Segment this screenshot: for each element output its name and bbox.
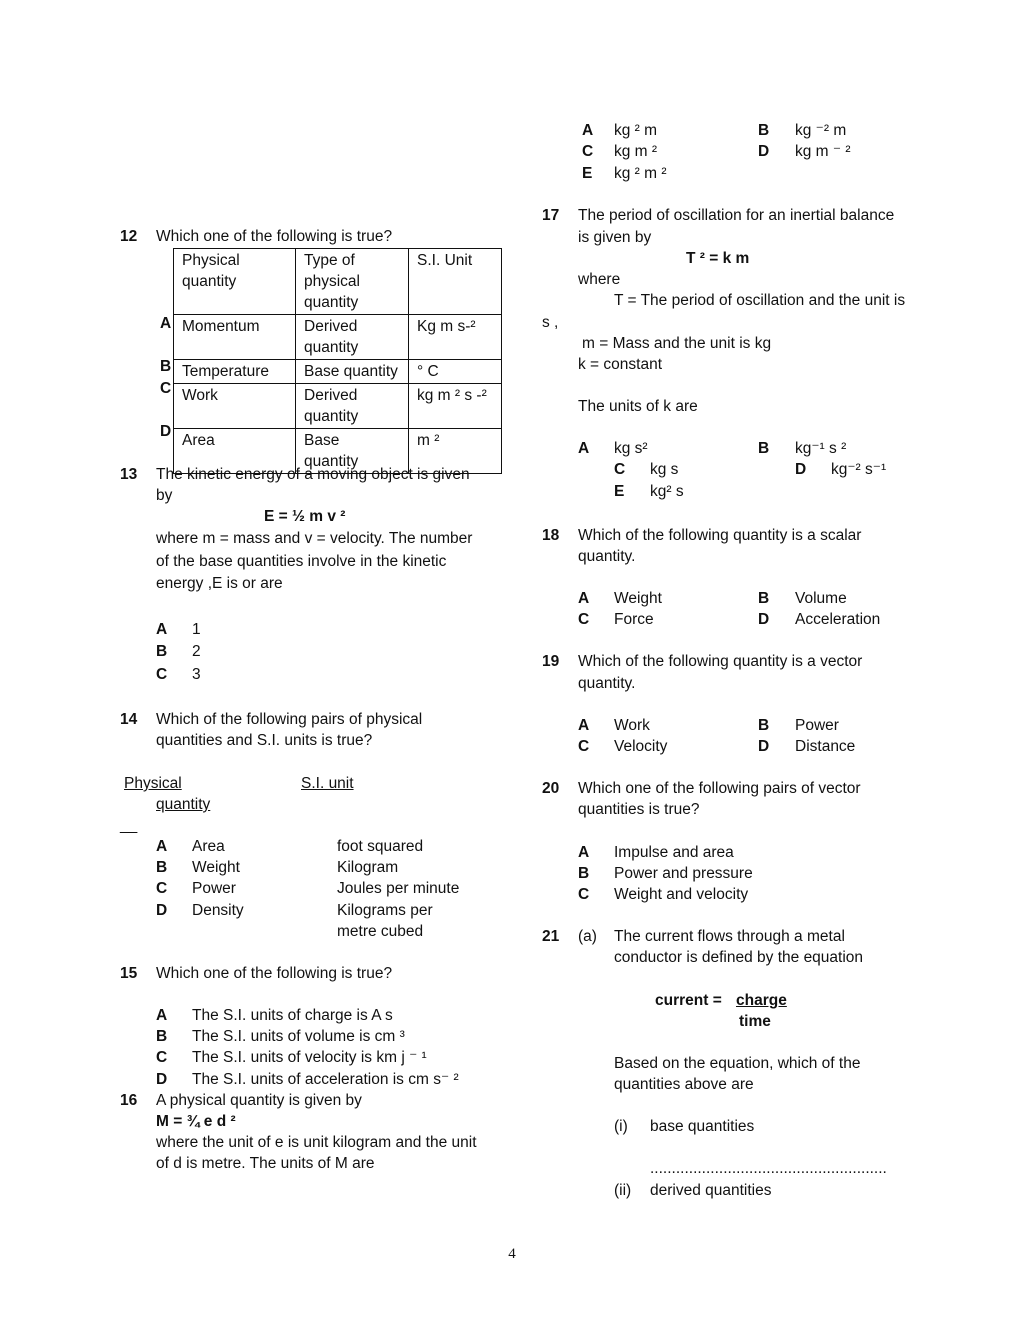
q19-option-c: Velocity — [614, 738, 668, 755]
q12-row-a-type-text: Derived quantity — [304, 318, 359, 356]
q13-number: 13 — [120, 466, 138, 483]
q18-line2: quantity. — [578, 548, 636, 565]
q16-option-d-text: kg m ⁻ ² — [795, 143, 851, 160]
q16-equation: M = ¾ e d ² — [156, 1113, 236, 1130]
q12-header-quantity-text: Physical quantity — [182, 252, 240, 290]
q16-option-e-text: kg ² m ² — [614, 165, 667, 182]
q17-k-definition: k = constant — [578, 356, 663, 373]
q12-header-row — [174, 249, 502, 315]
q12-row-c-type-text: Derived quantity — [304, 387, 359, 425]
q21-number: 21 — [542, 928, 560, 945]
q17-units-question: The units of k are — [578, 398, 698, 415]
q20-option-a-text: Impulse and area — [614, 844, 734, 861]
page-number: 4 — [508, 1246, 516, 1262]
q15-option-c-letter: C — [156, 1049, 168, 1066]
q18-number: 18 — [542, 527, 560, 544]
q21-line4: quantities above are — [614, 1076, 754, 1093]
q17-option-d-text: kg⁻² s⁻¹ — [831, 461, 887, 478]
q12-row-a — [174, 315, 502, 360]
q12-row-c-unit: kg m ² s -² — [409, 384, 502, 429]
q15-option-b-letter: B — [156, 1028, 168, 1045]
q14-option-c-unit: Joules per minute — [337, 880, 460, 897]
q16-option-a-letter: A — [582, 122, 594, 139]
q15-option-c-text: The S.I. units of velocity is km j ⁻ ¹ — [192, 1049, 427, 1066]
q16-option-a-text: kg ² m — [614, 122, 658, 139]
q14-option-a-unit: foot squared — [337, 838, 424, 855]
q13-option-c-letter: C — [156, 666, 168, 683]
q14-option-a-letter: A — [156, 838, 168, 855]
q12-header-quantity — [174, 249, 296, 315]
q16-option-e-letter: E — [582, 165, 593, 182]
q14-option-c-quantity: Power — [192, 880, 236, 897]
q13-equation: E = ½ m v ² — [264, 508, 346, 525]
q13-line4: of the base quantities involve in the kinetic — [156, 553, 447, 570]
q12-row-d-unit: m ² — [409, 429, 502, 474]
q17-option-d-letter: D — [795, 461, 807, 478]
q12-row-d-letter: D — [160, 423, 172, 440]
q19-option-b: Power — [795, 717, 839, 734]
q19-option-d-letter: D — [758, 738, 770, 755]
q19-option-b-letter: B — [758, 717, 770, 734]
q15-question: Which one of the following is true? — [156, 965, 393, 982]
q14-header-quantity-a: Physical — [124, 775, 182, 792]
q13-line3: where m = mass and v = velocity. The number — [156, 530, 473, 547]
q18-option-c-letter: C — [578, 611, 590, 628]
q18-option-d: Acceleration — [795, 611, 881, 628]
q17-t-definition-cont: s , — [542, 314, 559, 331]
q21-line1: The current flows through a metal — [614, 928, 845, 945]
q17-option-e-letter: E — [614, 483, 625, 500]
q14-option-d-quantity: Density — [192, 902, 244, 919]
q14-line2: quantities and S.I. units is true? — [156, 732, 373, 749]
q21-part-ii: (ii) — [614, 1182, 632, 1199]
q17-option-b-text: kg⁻¹ s ² — [795, 440, 847, 457]
q12-row-b — [174, 360, 502, 384]
q19-option-a: Work — [614, 717, 650, 734]
q12-row-c-type — [296, 384, 409, 429]
q20-option-b-letter: B — [578, 865, 590, 882]
q21-part-i-text: base quantities — [650, 1118, 755, 1135]
q12-row-b-type: Base quantity — [296, 360, 409, 384]
q18-line1: Which of the following quantity is a scalar — [578, 527, 862, 544]
q17-option-c-text: kg s — [650, 461, 679, 478]
q14-option-b-quantity: Weight — [192, 859, 240, 876]
q16-option-b-text: kg ⁻² m — [795, 122, 847, 139]
q19-option-c-letter: C — [578, 738, 590, 755]
q12-row-a-letter: A — [160, 315, 172, 332]
q12-header-unit-text: S.I. Unit — [417, 252, 473, 269]
q14-dash: __ — [120, 817, 138, 834]
q13-line1: The kinetic energy of a moving object is given — [156, 466, 470, 483]
q17-option-a-letter: A — [578, 440, 590, 457]
q12-header-unit — [409, 249, 502, 315]
q14-header-unit: S.I. unit — [301, 775, 354, 792]
q19-line1: Which of the following quantity is a vector — [578, 653, 863, 670]
q12-row-d-type-text: Base quantity — [304, 432, 359, 470]
q17-where: where — [578, 271, 621, 288]
q17-number: 17 — [542, 207, 560, 224]
q13-option-c-text: 3 — [192, 666, 201, 683]
q17-option-e-text: kg² s — [650, 483, 684, 500]
q21-equation-denominator: time — [739, 1013, 771, 1030]
q19-line2: quantity. — [578, 675, 636, 692]
q12-row-b-letter: B — [160, 358, 172, 375]
q16-option-c-letter: C — [582, 143, 594, 160]
q20-option-c-letter: C — [578, 886, 590, 903]
q12-number: 12 — [120, 228, 138, 245]
q14-line1: Which of the following pairs of physical — [156, 711, 423, 728]
q19-option-a-letter: A — [578, 717, 590, 734]
q12-row-c-quantity: Work — [174, 384, 296, 429]
q20-line1: Which one of the following pairs of vector — [578, 780, 861, 797]
q14-option-d-unit-line2: metre cubed — [337, 923, 424, 940]
q16-option-b-letter: B — [758, 122, 770, 139]
q12-header-type — [296, 249, 409, 315]
q12-header-type-text: Type of physical quantity — [304, 252, 360, 311]
q12-question: Which one of the following is true? — [156, 228, 393, 245]
q21-part-a: (a) — [578, 928, 597, 945]
q14-option-c-letter: C — [156, 880, 168, 897]
q14-option-a-quantity: Area — [192, 838, 225, 855]
q13-option-b-letter: B — [156, 643, 168, 660]
q15-option-a-text: The S.I. units of charge is A s — [192, 1007, 393, 1024]
q17-m-definition: m = Mass and the unit is kg — [582, 335, 772, 352]
q17-line1: The period of oscillation for an inertial balance — [578, 207, 895, 224]
q12-row-a-type — [296, 315, 409, 360]
q14-option-d-unit: Kilograms per — [337, 902, 433, 919]
q12-table — [173, 248, 502, 474]
q19-option-d: Distance — [795, 738, 856, 755]
q12-row-c — [174, 384, 502, 429]
q14-option-b-unit: Kilogram — [337, 859, 399, 876]
q12-row-b-unit: ° C — [409, 360, 502, 384]
q17-option-c-letter: C — [614, 461, 626, 478]
q16-line2: where the unit of e is unit kilogram and the unit — [156, 1134, 477, 1151]
q15-option-d-text: The S.I. units of acceleration is cm s⁻ ² — [192, 1071, 459, 1088]
q20-option-a-letter: A — [578, 844, 590, 861]
q17-option-b-letter: B — [758, 440, 770, 457]
q12-row-a-quantity: Momentum — [174, 315, 296, 360]
q21-line3: Based on the equation, which of the — [614, 1055, 861, 1072]
q21-line2: conductor is defined by the equation — [614, 949, 864, 966]
q13-line2: by — [156, 487, 173, 504]
q14-option-b-letter: B — [156, 859, 168, 876]
q21-answer-line[interactable]: ....................................................... — [650, 1160, 887, 1177]
q18-option-d-letter: D — [758, 611, 770, 628]
q15-option-b-text: The S.I. units of volume is cm ³ — [192, 1028, 405, 1045]
q19-number: 19 — [542, 653, 560, 670]
q20-option-b-text: Power and pressure — [614, 865, 753, 882]
q12-row-a-unit: Kg m s-² — [409, 315, 502, 360]
q21-part-ii-text: derived quantities — [650, 1182, 772, 1199]
q14-option-d-letter: D — [156, 902, 168, 919]
q13-line5: energy ,E is or are — [156, 575, 283, 592]
q12-row-c-letter: C — [160, 380, 172, 397]
q16-option-d-letter: D — [758, 143, 770, 160]
q13-option-a-letter: A — [156, 621, 168, 638]
q21-equation-numerator: charge — [736, 992, 787, 1009]
q17-option-a-text: kg s² — [614, 440, 648, 457]
q16-line3: of d is metre. The units of M are — [156, 1155, 375, 1172]
q20-option-c-text: Weight and velocity — [614, 886, 749, 903]
q21-equation-lhs: current = — [655, 992, 722, 1009]
q15-option-a-letter: A — [156, 1007, 168, 1024]
q13-option-b-text: 2 — [192, 643, 201, 660]
q16-option-c-text: kg m ² — [614, 143, 658, 160]
q16-line1: A physical quantity is given by — [156, 1092, 362, 1109]
q16-number: 16 — [120, 1092, 138, 1109]
q20-number: 20 — [542, 780, 560, 797]
q18-option-b-letter: B — [758, 590, 770, 607]
q17-t-definition: T = The period of oscillation and the unit is — [614, 292, 906, 309]
q17-line2: is given by — [578, 229, 652, 246]
q15-number: 15 — [120, 965, 138, 982]
q13-option-a-text: 1 — [192, 621, 201, 638]
q14-number: 14 — [120, 711, 138, 728]
q14-header-quantity-b: quantity — [156, 796, 211, 813]
q18-option-a: Weight — [614, 590, 662, 607]
q17-equation: T ² = k m — [686, 250, 750, 267]
q20-line2: quantities is true? — [578, 801, 700, 818]
q18-option-c: Force — [614, 611, 654, 628]
q12-row-b-quantity: Temperature — [174, 360, 296, 384]
q15-option-d-letter: D — [156, 1071, 168, 1088]
q18-option-a-letter: A — [578, 590, 590, 607]
q12-row-d-quantity: Area — [174, 429, 296, 474]
q21-part-i: (i) — [614, 1118, 628, 1135]
q18-option-b: Volume — [795, 590, 847, 607]
